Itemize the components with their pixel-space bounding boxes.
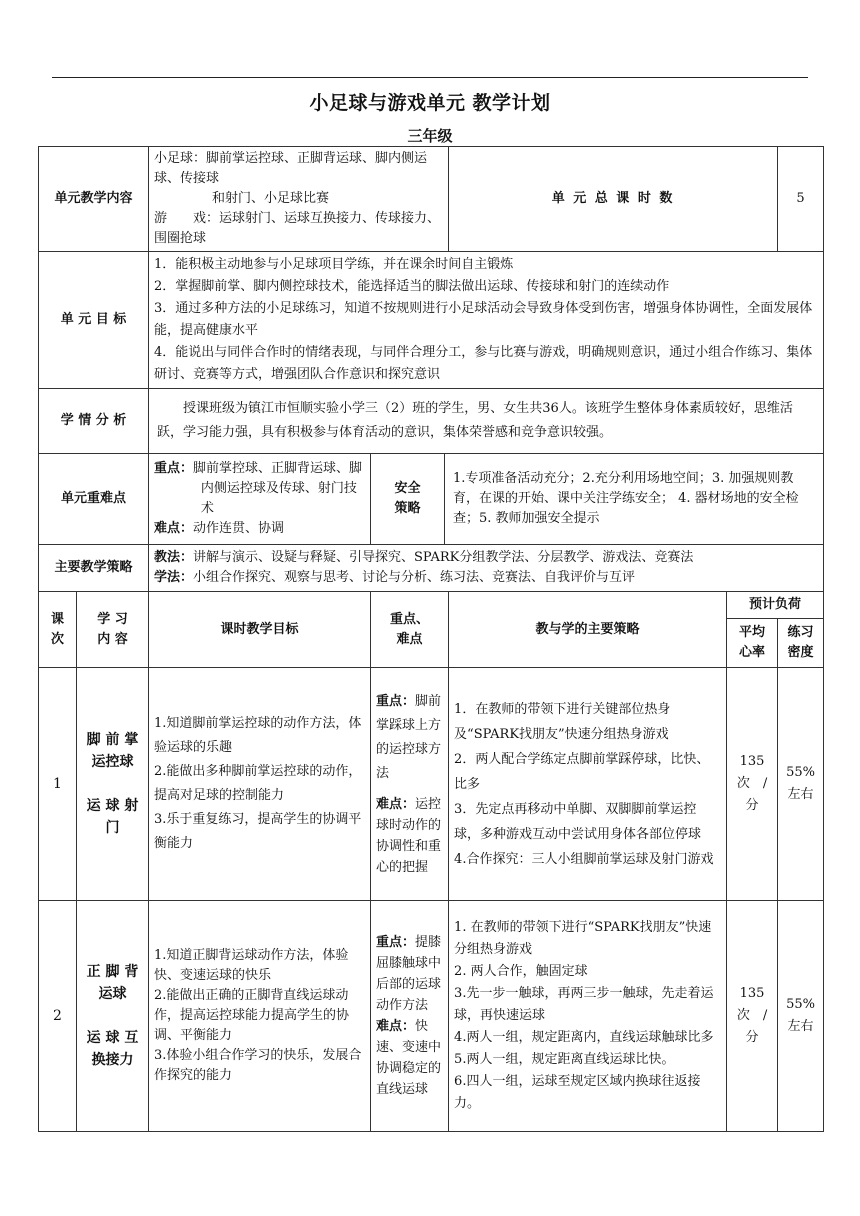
learn-method-label: 学法： — [154, 570, 194, 585]
header-goal: 课时教学目标 — [149, 592, 371, 668]
unit-content-line3: 游 戏：运球射门、运球互换接力、传球接力、围圈抢球 — [154, 211, 441, 246]
lesson-key-text: 脚前掌踩球上方的运控球方法 — [376, 694, 442, 781]
lesson-strategy: 1. 在教师的带领下进行“SPARK找朋友”快速分组热身游戏 2. 两人合作，触固定球 3.先一步一触球，再两三步一触球，先走着运球，再快速运球 4.两人一组，规定距离内，直线运球触球比多 5.两人一组，规定距离直线运球比快。 6.四人一组，运球至规定区域内换球往返接力。 — [449, 901, 727, 1132]
lesson-number: 2 — [39, 901, 77, 1132]
strategy-cell — [149, 545, 824, 592]
strategy-row — [39, 545, 824, 592]
header-keypoints: 重点、 难点 — [371, 592, 449, 668]
lesson-heart-rate: 135 次 / 分 — [727, 901, 778, 1132]
safety-text: 1.专项准备活动充分；2.充分利用场地空间；3. 加强规则教育，在课的开始、课中关注学练安全； 4. 器材场地的安全检查；5. 教师加强安全提示 — [445, 454, 824, 545]
lesson-number: 1 — [39, 668, 77, 901]
unit-goal-item: 2．掌握脚前掌、脚内侧控球技术，能选择适当的脚法做出运球、传接球和射门的连续动作 — [154, 279, 670, 294]
lesson-strategy: 1．在教师的带领下进行关键部位热身及“SPARK找朋友”快速分组热身游戏 2．两人配合学练定点脚前掌踩停球，比快、比多 3．先定点再移动中单脚、双脚脚前掌运控球，多种游戏互动中尝试用身体各部位停球 4.合作探究：三人小组脚前掌运球及射门游戏 — [449, 668, 727, 901]
unit-goal-item: 4．能说出与同伴合作时的情绪表现，与同伴合理分工，参与比赛与游戏，明确规则意识，通过小组合作练习、集体研讨、竞赛等方式，增强团队合作意识和探究意识 — [154, 345, 813, 382]
unit-goal-cell — [149, 252, 824, 389]
strategy-label: 主要教学策略 — [39, 545, 149, 592]
header-density: 练习 密度 — [778, 619, 824, 668]
header-lesson-no: 课 次 — [39, 592, 77, 668]
lesson-hard-text: 快速、变速中协调稳定的直线运球 — [376, 1019, 442, 1097]
analysis-text: 授课班级为镇江市恒顺实验小学三（2）班的学生，男、女生共36人。该班学生整体身体素质较好，思维活跃，学习能力强，具有积极参与体育活动的意识，集体荣誉感和竞争意识较强。 — [149, 389, 824, 454]
lesson-goal: 1.知道脚前掌运控球的动作方法，体验运球的乐趣 2.能做出多种脚前掌运控球的动作，提高对足球的控制能力 3.乐于重复练习，提高学生的协调平衡能力 — [149, 668, 371, 901]
teach-method-label: 教法： — [154, 550, 194, 565]
hard-point-label: 难点： — [154, 521, 194, 536]
lesson-row — [39, 901, 824, 1132]
teach-method-text: 讲解与演示、设疑与释疑、引导探究、SPARK分组教学法、分层教学、游戏法、竞赛法 — [193, 550, 694, 565]
lesson-key-label: 重点： — [376, 694, 416, 709]
lesson-heart-rate: 135 次 / 分 — [727, 668, 778, 901]
lesson-density: 55% 左右 — [778, 668, 824, 901]
header-heart-rate: 平均 心率 — [727, 619, 778, 668]
grade-subtitle: 三年级 — [407, 127, 453, 145]
lesson-key-text: 提膝屈膝触球中后部的运球动作方法 — [376, 935, 442, 1013]
header-load: 预计负荷 — [727, 592, 824, 619]
lesson-goal: 1.知道正脚背运球动作方法，体验快、变速运球的快乐 2.能做出正确的正脚背直线运球动作，提高运控球能力提高学生的协调、平衡能力 3.体验小组合作学习的快乐，发展合作探究的能力 — [149, 901, 371, 1132]
unit-goal-item: 3．通过多种方法的小足球练习，知道不按规则进行小足球活动会导致身体受到伤害，增强身体协调性，全面发展体能，提高健康水平 — [154, 301, 813, 338]
safety-label: 安全 策略 — [371, 454, 445, 545]
header-content: 学 习 内 容 — [77, 592, 149, 668]
teaching-plan-table — [38, 146, 824, 1132]
header-rule — [52, 77, 808, 78]
hard-point-text: 动作连贯、协调 — [193, 521, 285, 536]
unit-goal-row — [39, 252, 824, 389]
key-point-text: 脚前掌控球、正脚背运球、脚内侧运控球及传球、射门技术 — [193, 461, 363, 516]
unit-hours-label: 单 元 总 课 时 数 — [449, 147, 778, 252]
unit-content-label: 单元教学内容 — [39, 147, 149, 252]
lesson-header-row — [39, 592, 824, 619]
unit-content-cell — [149, 147, 449, 252]
difficulty-label: 单元重难点 — [39, 454, 149, 545]
unit-content-line2: 和射门、小足球比赛 — [212, 191, 330, 206]
unit-hours-value: 5 — [778, 147, 824, 252]
difficulty-row — [39, 454, 824, 545]
lesson-keypoints — [371, 901, 449, 1132]
lesson-key-label: 重点： — [376, 935, 416, 950]
lesson-hard-label: 难点： — [376, 1019, 416, 1034]
analysis-row — [39, 389, 824, 454]
lesson-content: 正 脚 背 运球 运 球 互 换接力 — [77, 901, 149, 1132]
unit-goal-label: 单 元 目 标 — [39, 252, 149, 389]
key-point-label: 重点： — [154, 461, 194, 476]
lesson-row — [39, 668, 824, 901]
lesson-content: 脚 前 掌 运控球 运 球 射 门 — [77, 668, 149, 901]
document-title: 小足球与游戏单元 教学计划 — [309, 92, 551, 114]
lesson-keypoints — [371, 668, 449, 901]
unit-content-row — [39, 147, 824, 252]
header-strategy: 教与学的主要策略 — [449, 592, 727, 668]
lesson-density: 55% 左右 — [778, 901, 824, 1132]
analysis-label: 学 情 分 析 — [39, 389, 149, 454]
unit-goal-item: 1．能积极主动地参与小足球项目学练，并在课余时间自主锻炼 — [154, 257, 514, 272]
difficulty-cell — [149, 454, 371, 545]
unit-content-line1: 小足球：脚前掌运控球、正脚背运球、脚内侧运球、传接球 — [154, 151, 428, 186]
lesson-hard-text: 运控球时动作的协调性和重心的把握 — [376, 797, 442, 875]
lesson-hard-label: 难点： — [376, 797, 416, 812]
learn-method-text: 小组合作探究、观察与思考、讨论与分析、练习法、竞赛法、自我评价与互评 — [193, 570, 636, 585]
